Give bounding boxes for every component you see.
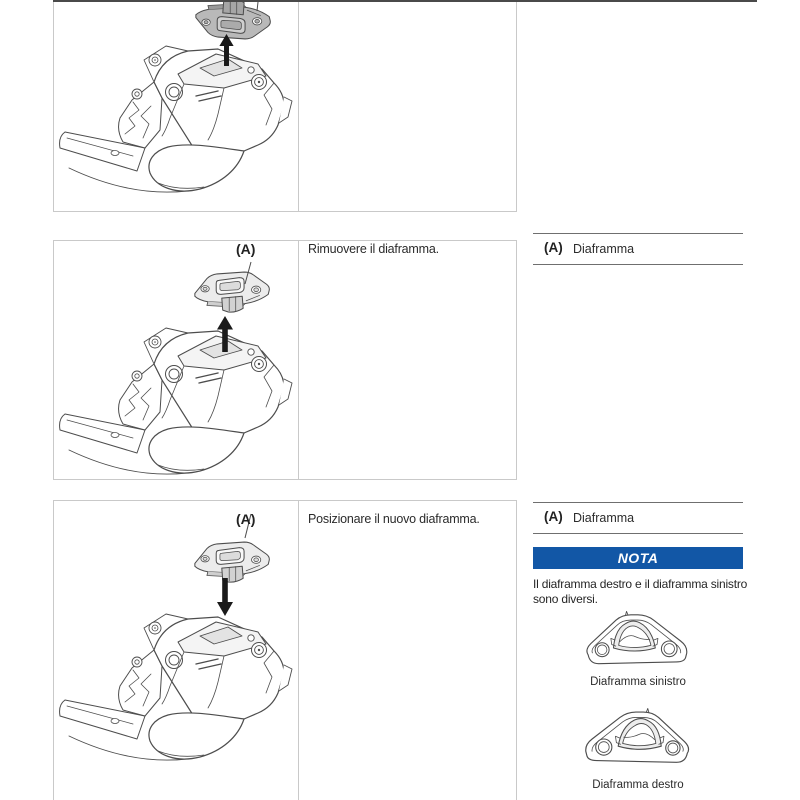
instruction-text: Posizionare il nuovo diaframma. bbox=[308, 512, 480, 526]
note-text-line: Il diaframma destro e il diaframma sinistro bbox=[533, 577, 748, 591]
instruction-text: Rimuovere il diaframma. bbox=[308, 242, 439, 256]
diaphragm-part-illustration bbox=[195, 542, 269, 582]
legend-key: (A) bbox=[544, 509, 563, 524]
diaframma-sinistro-figure bbox=[578, 607, 696, 675]
diaphragm-part-illustration bbox=[196, 2, 270, 39]
cell-divider bbox=[298, 2, 299, 211]
legend-key: (A) bbox=[544, 240, 563, 255]
step-box-install bbox=[53, 500, 517, 800]
lever-figure-install bbox=[54, 501, 516, 799]
diaphragm-part-illustration bbox=[195, 272, 269, 312]
lever-illustration bbox=[60, 614, 292, 760]
lever-figure-remove bbox=[54, 241, 516, 479]
legend-rule bbox=[533, 233, 743, 234]
diaframma-destro-figure bbox=[578, 704, 696, 774]
cell-divider bbox=[298, 501, 299, 800]
legend-label: Diaframma bbox=[573, 511, 635, 525]
callout-a-label: (A) bbox=[236, 511, 256, 527]
down-arrow-icon bbox=[217, 578, 233, 616]
callout-a-label: (A) bbox=[236, 241, 256, 257]
note-text bbox=[533, 577, 763, 607]
callout-leader-line bbox=[257, 2, 258, 11]
lever-illustration bbox=[60, 46, 292, 192]
figure-caption: Diaframma sinistro bbox=[590, 676, 686, 688]
lever-figure-cutoff bbox=[54, 2, 516, 210]
figure-caption: Diaframma destro bbox=[592, 779, 684, 791]
step-box-cutoff bbox=[53, 2, 517, 212]
legend-rule bbox=[533, 502, 743, 503]
legend-label: Diaframma bbox=[573, 242, 635, 256]
nota-banner bbox=[533, 547, 743, 569]
legend-rule bbox=[533, 533, 743, 534]
step-box-remove bbox=[53, 240, 517, 480]
note-text-line: sono diversi. bbox=[533, 592, 598, 606]
legend-rule bbox=[533, 264, 743, 265]
cell-divider bbox=[298, 241, 299, 479]
lever-illustration bbox=[60, 328, 292, 474]
nota-title: NOTA bbox=[617, 550, 659, 566]
